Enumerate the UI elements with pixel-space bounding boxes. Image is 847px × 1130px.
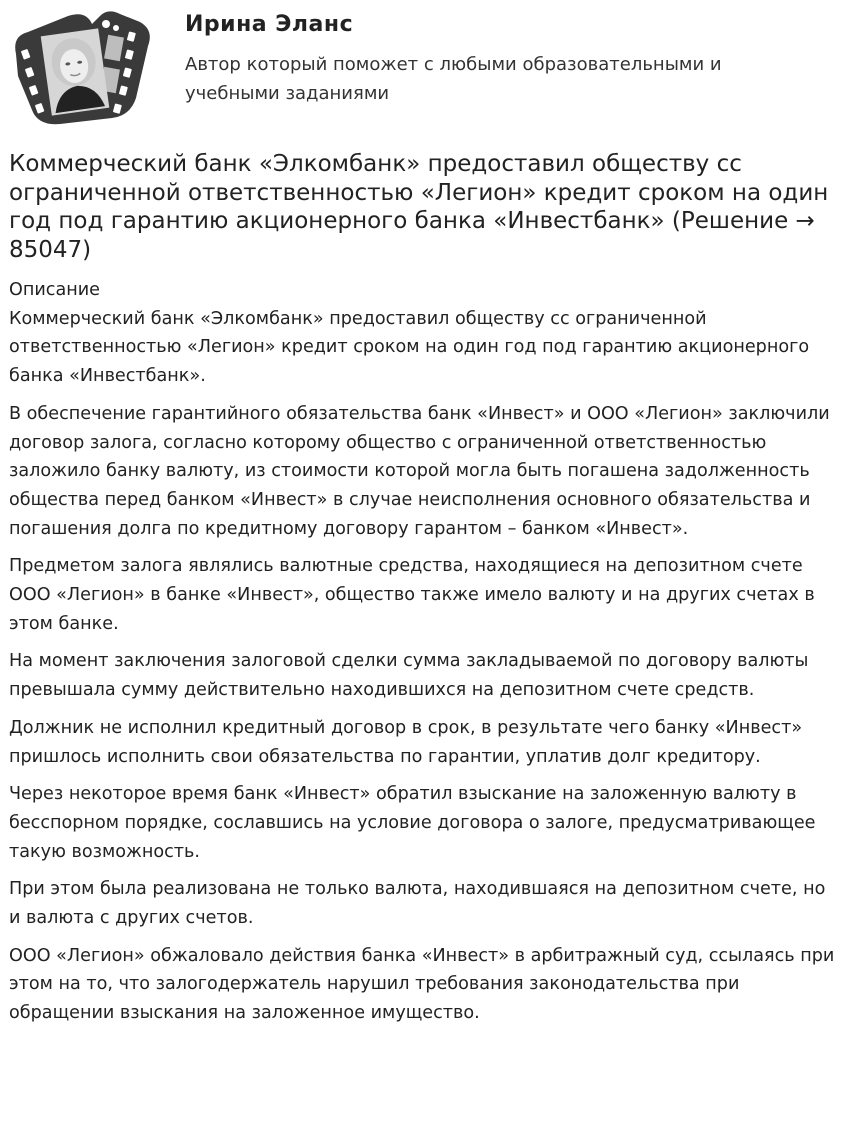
- paragraph: При этом была реализована не только валюта, находившаяся на депозитном счете, но и валюта с других счетов.: [9, 879, 826, 929]
- film-strip-avatar-icon: [8, 6, 154, 128]
- avatar[interactable]: [8, 6, 154, 128]
- author-name[interactable]: Ирина Эланс: [185, 12, 354, 37]
- description-section: [9, 276, 839, 1037]
- paragraph: На момент заключения залоговой сделки сумма закладываемой по договору валюты превышала сумму действительно находившихся на депозитном счете средств.: [9, 651, 809, 701]
- paragraph: Коммерческий банк «Элкомбанк» предоставил обществу сс ограниченной ответственностью «Легион» кредит сроком на один год под гарантию акционерного банка «Инвестбанк».: [9, 308, 810, 387]
- page-title: Коммерческий банк «Элкомбанк» предоставил обществу сс ограниченной ответственностью «Легион» кредит сроком на один год под гарантию акционерного банка «Инвестбанк» (Решение → 85047): [9, 151, 829, 263]
- paragraph: Через некоторое время банк «Инвест» обратил взыскание на заложенную валюту в бесспорном порядке, сославшись на условие договора о залоге, предусматривающее такую возможность.: [9, 784, 816, 862]
- paragraph: ООО «Легион» обжаловало действия банка «Инвест» в арбитражный суд, ссылаясь при этом на то, что залогодержатель нарушил требования законодательства при обращении взыскания на заложенное имущество.: [9, 945, 835, 1024]
- paragraph: Должник не исполнил кредитный договор в срок, в результате чего банку «Инвест» пришлось исполнить свои обязательства по гарантии, уплатив долг кредитору.: [9, 717, 803, 767]
- author-description: Автор который поможет с любыми образовательными и учебными заданиями: [185, 54, 722, 104]
- paragraph: Предметом залога являлись валютные средства, находящиеся на депозитном счете ООО «Легион» в банке «Инвест», общество также имело валюту и на других счетах в этом банке.: [9, 556, 815, 634]
- author-card: [0, 0, 847, 130]
- description-label: Описание: [9, 280, 101, 300]
- paragraph: В обеспечение гарантийного обязательства банк «Инвест» и ООО «Легион» заключили договор залога, согласно которому общество с ограниченной ответственностью заложило банку валюту, из стоимости которой могла быть погашена задолженность общества перед банком «Инвест» в случае неисполнения основного обязательства и погашения долга по кредитному договору гарантом – банком «Инвест».: [9, 403, 830, 539]
